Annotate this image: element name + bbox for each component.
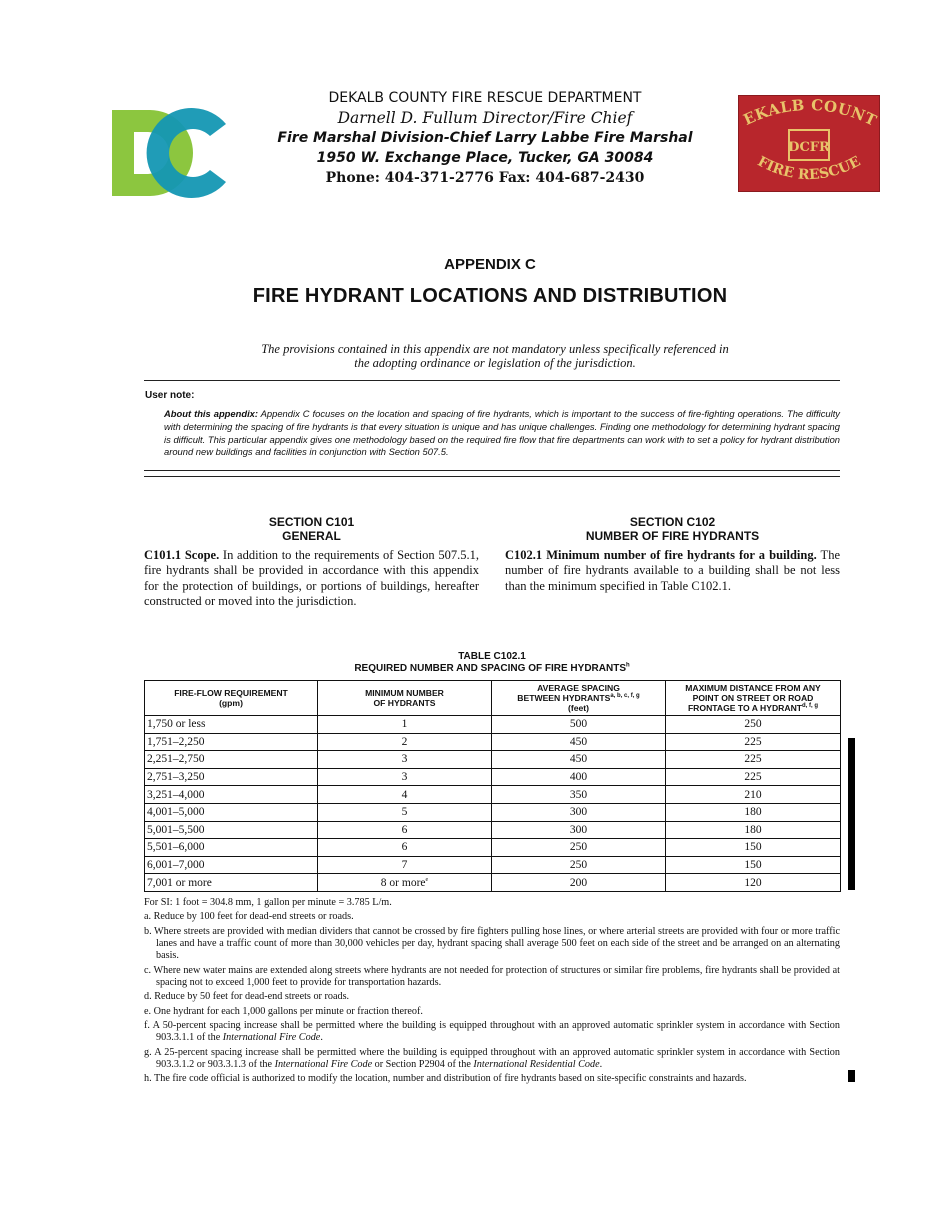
section-c102-lead: C102.1 Minimum number of fire hydrants for a building. — [505, 548, 817, 562]
table-row — [145, 821, 841, 839]
cell-number: 1 — [318, 716, 492, 734]
section-c102-title: SECTION C102 — [629, 515, 716, 529]
cell-number: 7 — [318, 856, 492, 874]
department-name: DEKALB COUNTY FIRE RESCUE DEPARTMENT — [328, 90, 642, 106]
table-caption — [144, 651, 840, 675]
cell-number: 6 — [318, 839, 492, 857]
provisions-line-1: The provisions contained in this appendix are not mandatory unless specifically referenced in — [261, 342, 729, 356]
cell-distance: 120 — [666, 874, 841, 892]
section-c102-body — [505, 548, 840, 594]
cell-number: 4 — [318, 786, 492, 804]
cell-distance: 250 — [666, 716, 841, 734]
cell-flow: 2,251–2,750 — [145, 751, 318, 769]
cell-distance: 225 — [666, 751, 841, 769]
table-title-text: REQUIRED NUMBER AND SPACING OF FIRE HYDRANTS — [354, 663, 626, 674]
cell-number: 2 — [318, 733, 492, 751]
cell-distance: 150 — [666, 839, 841, 857]
cell-number: 3 — [318, 751, 492, 769]
table-row — [145, 874, 841, 892]
fire-marshal-line: Fire Marshal Division-Chief Larry Labbe Fire Marshal — [277, 130, 693, 146]
cell-number: 6 — [318, 821, 492, 839]
section-c101-subtitle: GENERAL — [282, 529, 341, 543]
cell-flow: 7,001 or more — [145, 874, 318, 892]
appendix-title: FIRE HYDRANT LOCATIONS AND DISTRIBUTION — [252, 285, 728, 307]
cell-flow: 1,750 or less — [145, 716, 318, 734]
cell-spacing: 250 — [492, 856, 666, 874]
cell-spacing: 350 — [492, 786, 666, 804]
fire-rescue-badge — [738, 95, 880, 192]
user-note-label: User note: — [145, 390, 195, 401]
badge-artwork — [739, 96, 879, 191]
cell-distance: 225 — [666, 768, 841, 786]
user-note-body: Appendix C focuses on the location and spacing of fire hydrants, which is important to the success of fire-fighting operations. The difficulty with determining the spacing of fire hydrants is that every situation is unique and has unique challenges. Finding one methodology for determining hydrant spacing is difficult. This particular appendix gives one methodology based on the required fire flow that fire departments can work with to set a policy for hydrant distribution around new buildings and facilities in conjunction with Section 507.5. — [164, 408, 840, 458]
badge-top-text: EKALB COUNT — [740, 96, 879, 130]
cell-spacing: 200 — [492, 874, 666, 892]
provisions-note — [200, 342, 790, 370]
badge-monogram: DCFR — [788, 140, 830, 155]
cell-distance: 150 — [666, 856, 841, 874]
table-row — [145, 803, 841, 821]
cell-spacing: 250 — [492, 839, 666, 857]
footnote-a: a. Reduce by 100 feet for dead-end streets or roads. — [144, 911, 354, 923]
table-row — [145, 839, 841, 857]
divider-top — [144, 380, 840, 381]
footnote-b: b. Where streets are provided with median dividers that cannot be crossed by fire fighters pulling hose lines, or where arterial streets are provided with four or more traffic lanes and have a traffic count of more than 30,000 vehicles per day, hydrant spacing shall average 500 feet on each side of the street and be arranged on an alternating basis. — [144, 925, 840, 962]
table-footnotes — [144, 897, 840, 1088]
address-line: 1950 W. Exchange Place, Tucker, GA 30084 — [316, 150, 654, 166]
footnote-c: c. Where new water mains are extended along streets where hydrants are not needed for protection of structures or similar fire problems, fire hydrants shall be provided at spacing not to exceed 1,000 feet to provide for transportation hazards. — [144, 964, 840, 988]
section-c101-lead: C101.1 Scope. — [144, 548, 220, 562]
cell-flow: 1,751–2,250 — [145, 733, 318, 751]
table-row — [145, 716, 841, 734]
divider-bottom-1 — [144, 470, 840, 471]
table-title-sup: h — [626, 662, 630, 669]
footnote-e: e. One hydrant for each 1,000 gallons per minute or fraction thereof. — [144, 1005, 423, 1017]
section-c101-heading — [144, 515, 479, 543]
table-row — [145, 768, 841, 786]
cell-flow: 3,251–4,000 — [145, 786, 318, 804]
table-header-row — [145, 681, 841, 716]
cell-distance: 180 — [666, 821, 841, 839]
cell-spacing: 450 — [492, 751, 666, 769]
cell-number: 5 — [318, 803, 492, 821]
cell-flow: 6,001–7,000 — [145, 856, 318, 874]
section-c101-text: In addition to the requirements of Section 507.5.1, fire hydrants shall be provided in accordance with this appendix for the protection of buildings, or portions of buildings, hereafter constructed or moved into the jurisdiction. — [144, 548, 479, 608]
hydrant-table — [144, 680, 841, 892]
cell-flow: 5,501–6,000 — [145, 839, 318, 857]
cell-number: 3 — [318, 768, 492, 786]
cell-distance: 210 — [666, 786, 841, 804]
footnote-g: g. A 25-percent spacing increase shall be permitted where the building is equipped throughout with an approved automatic sprinkler system in accordance with Section 903.3.1.2 or 903.3.1.3 of the International Fire Code or Section P2904 of the International Residential Code. — [144, 1046, 840, 1070]
dekalb-county-logo — [110, 108, 230, 198]
cell-spacing: 300 — [492, 821, 666, 839]
cell-flow: 2,751–3,250 — [145, 768, 318, 786]
divider-bottom-2 — [144, 476, 840, 477]
cell-spacing: 500 — [492, 716, 666, 734]
director-line: Darnell D. Fullum Director/Fire Chief — [337, 109, 633, 127]
cell-spacing: 300 — [492, 803, 666, 821]
cell-distance: 180 — [666, 803, 841, 821]
table-row — [145, 786, 841, 804]
change-bar — [848, 738, 855, 890]
header-fire-flow: FIRE-FLOW REQUIREMENT (gpm) — [145, 681, 318, 716]
footnote-si: For SI: 1 foot = 304.8 mm, 1 gallon per minute = 3.785 L/m. — [144, 897, 392, 908]
header-avg-spacing: AVERAGE SPACING BETWEEN HYDRANTS$^{a, b, c, f, g}$ (feet) — [492, 681, 666, 716]
user-note-text — [164, 408, 840, 459]
section-c102-heading — [505, 515, 840, 543]
table-row — [145, 856, 841, 874]
table-number: TABLE C102.1 — [458, 651, 526, 662]
cell-flow: 4,001–5,000 — [145, 803, 318, 821]
cell-spacing: 400 — [492, 768, 666, 786]
logo-d-stem — [112, 110, 134, 196]
cell-number: 8 or more$^e$ — [318, 874, 492, 892]
footnote-d: d. Reduce by 50 feet for dead-end streets or roads. — [144, 991, 350, 1003]
cell-distance: 225 — [666, 733, 841, 751]
change-bar-small — [848, 1070, 855, 1082]
user-note-lead: About this appendix: — [164, 408, 259, 419]
table-title — [144, 663, 840, 675]
cell-flow: 5,001–5,500 — [145, 821, 318, 839]
table-row — [145, 733, 841, 751]
footnote-h: h. The fire code official is authorized to modify the location, number and distribution of fire hydrants based on site-specific constraints and hazards. — [144, 1073, 747, 1085]
letterhead — [245, 88, 725, 188]
appendix-label: APPENDIX C — [444, 256, 536, 273]
section-c101-title: SECTION C101 — [268, 515, 355, 529]
cell-spacing: 450 — [492, 733, 666, 751]
table-row — [145, 751, 841, 769]
phone-line: Phone: 404-371-2776 Fax: 404-687-2430 — [325, 170, 645, 186]
section-c101-body — [144, 548, 479, 609]
header-min-number: MINIMUM NUMBER OF HYDRANTS — [318, 681, 492, 716]
provisions-line-2: the adopting ordinance or legislation of the jurisdiction. — [354, 356, 636, 370]
header-max-distance: MAXIMUM DISTANCE FROM ANY POINT ON STREET OR ROAD FRONTAGE TO A HYDRANT$^{d, f, g}$ — [666, 681, 841, 716]
section-c102-subtitle: NUMBER OF FIRE HYDRANTS — [585, 529, 760, 543]
badge-bottom-text: FIRE RESCUE — [754, 153, 864, 184]
footnote-f: f. A 50-percent spacing increase shall be permitted where the building is equipped throughout with an approved automatic sprinkler system in accordance with Section 903.3.1.1 of the International Fire Code. — [144, 1019, 840, 1044]
section-c102-text: The number of fire hydrants available to a building shall be not less than the minimum specified in Table C102.1. — [505, 548, 840, 593]
